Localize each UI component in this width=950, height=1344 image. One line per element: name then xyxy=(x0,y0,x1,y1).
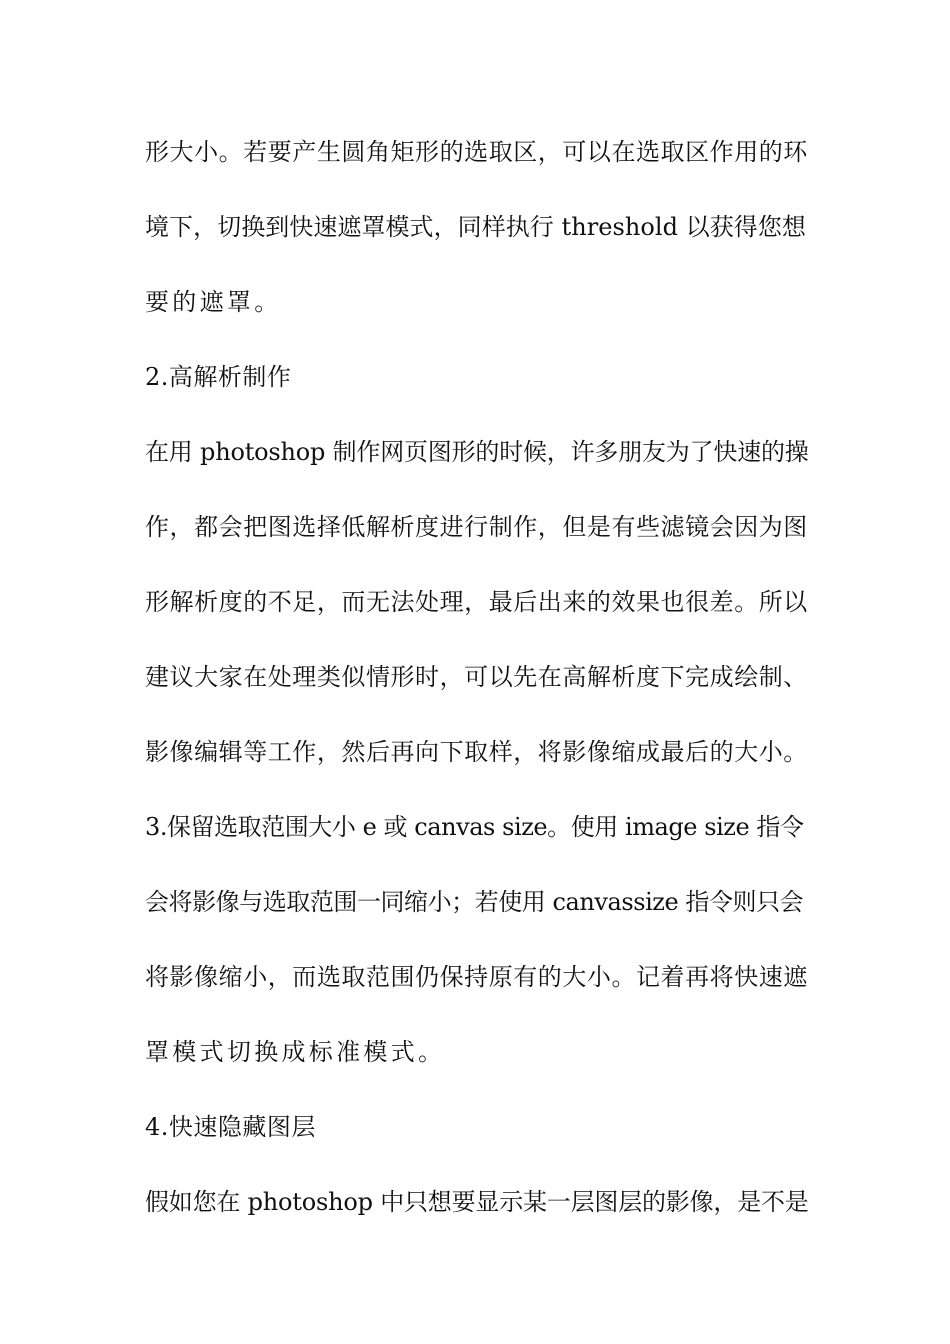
text-line: 建议大家在处理类似情形时，可以先在高解析度下完成绘制、 xyxy=(145,663,808,691)
text-line: 在用 photoshop 制作网页图形的时候，许多朋友为了快速的操 xyxy=(145,438,809,466)
section-heading-4: 4.快速隐藏图层 xyxy=(145,1113,316,1141)
section-heading-2: 2.高解析制作 xyxy=(145,363,292,391)
section-heading-3: 3.保留选取范围大小 e 或 canvas size。使用 image size 指令 xyxy=(145,813,804,841)
text-line: 作，都会把图选择低解析度进行制作，但是有些滤镜会因为图 xyxy=(145,513,808,541)
text-line: 影像编辑等工作，然后再向下取样，将影像缩成最后的大小。 xyxy=(145,738,808,766)
text-line: 会将影像与选取范围一同缩小；若使用 canvassize 指令则只会 xyxy=(145,888,804,916)
text-line: 要的遮罩。 xyxy=(145,288,282,316)
text-line: 形解析度的不足，而无法处理，最后出来的效果也很差。所以 xyxy=(145,588,808,616)
text-line: 境下，切换到快速遮罩模式，同样执行 threshold 以获得您想 xyxy=(145,213,806,241)
text-line: 形大小。若要产生圆角矩形的选取区，可以在选取区作用的环 xyxy=(145,138,808,166)
text-line: 假如您在 photoshop 中只想要显示某一层图层的影像，是不是 xyxy=(145,1188,809,1216)
text-line: 将影像缩小，而选取范围仍保持原有的大小。记着再将快速遮 xyxy=(145,963,808,991)
text-line: 罩模式切换成标准模式。 xyxy=(145,1038,446,1066)
